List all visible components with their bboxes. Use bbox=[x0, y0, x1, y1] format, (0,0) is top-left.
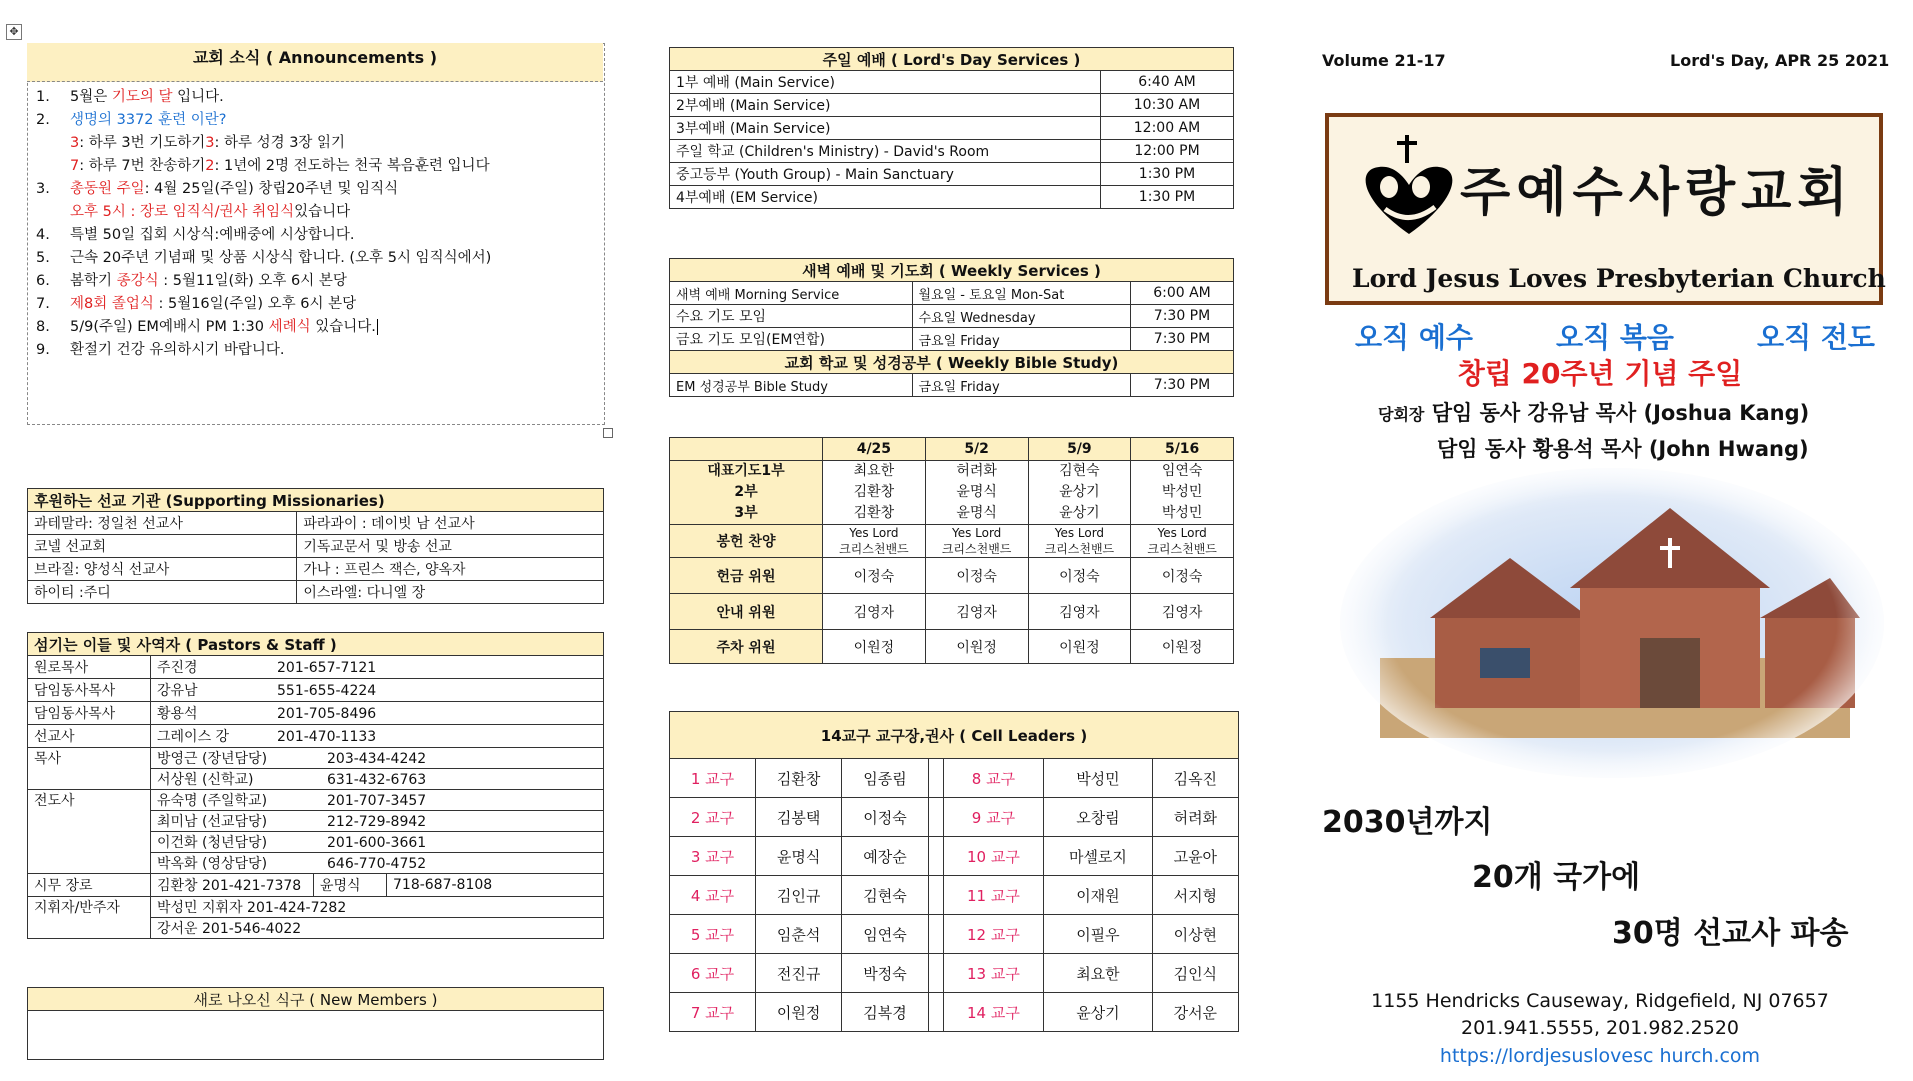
table-cell: 이정숙 bbox=[842, 798, 928, 837]
duty-roster-table bbox=[669, 437, 1234, 664]
announcement-item: 3. 총동원 주일: 4월 25일(주일) 창립20주년 및 임직식 bbox=[36, 181, 399, 197]
announcements-title: 교회 소식 ( Announcements ) bbox=[27, 43, 603, 82]
table-cell: 방영근 (장년담당) 203-434-4242 bbox=[151, 748, 604, 769]
table-row bbox=[670, 798, 1239, 837]
table-cell: 브라질: 양성식 선교사 bbox=[28, 558, 297, 581]
table-cell: 허려화 윤명식 윤명식 bbox=[925, 461, 1028, 525]
table-cell: 주일 학교 (Children's Ministry) - David's Room bbox=[670, 140, 1101, 163]
announcement-item: 6. 봄학기 종강식 : 5월11일(화) 오후 6시 본당 bbox=[36, 273, 347, 289]
table-row bbox=[28, 656, 604, 679]
table-cell: 원로목사 bbox=[28, 656, 151, 679]
table-cell: 고윤아 bbox=[1152, 837, 1238, 876]
bible-study-title: 교회 학교 및 성경공부 ( Weekly Bible Study) bbox=[670, 351, 1234, 374]
table-cell: 1:30 PM bbox=[1101, 163, 1234, 186]
table-cell: 예장순 bbox=[842, 837, 928, 876]
vision-line-1: 2030년까지 bbox=[1322, 805, 1493, 840]
new-members-title: 새로 나오신 식구 ( New Members ) bbox=[28, 988, 604, 1011]
table-cell: 이원정 bbox=[1028, 630, 1131, 664]
church-address: 1155 Hendricks Causeway, Ridgefield, NJ 07657 bbox=[1371, 990, 1829, 1012]
table-row bbox=[670, 328, 1234, 351]
table-cell: 김봉택 bbox=[756, 798, 842, 837]
table-cell: 김영자 bbox=[925, 594, 1028, 630]
table-row bbox=[670, 837, 1239, 876]
table-cell: 임연숙 박성민 박성민 bbox=[1131, 461, 1234, 525]
text-cursor bbox=[377, 319, 383, 335]
textbox-resize-handle[interactable] bbox=[603, 428, 613, 438]
table-cell: 6:00 AM bbox=[1131, 282, 1234, 305]
church-website-link[interactable]: https://lordjesuslovesc hurch.com bbox=[1439, 1045, 1761, 1067]
table-cell bbox=[928, 759, 943, 798]
table-row bbox=[670, 163, 1234, 186]
church-building-photo bbox=[1340, 468, 1885, 778]
table-cell: 12 교구 bbox=[943, 915, 1044, 954]
table-cell: 허려화 bbox=[1152, 798, 1238, 837]
mottos bbox=[1355, 316, 1875, 356]
table-cell bbox=[670, 438, 823, 461]
table-row bbox=[670, 915, 1239, 954]
table-cell: 7:30 PM bbox=[1131, 305, 1234, 328]
table-cell: 전도사 bbox=[28, 790, 151, 874]
announcement-item: 오후 5시 : 장로 임직식/권사 취임식 있습니다 bbox=[70, 204, 351, 220]
church-name-english: Lord Jesus Loves Presbyterian Church bbox=[1352, 264, 1886, 293]
table-cell: 박정숙 bbox=[842, 954, 928, 993]
table-row bbox=[670, 374, 1234, 397]
table-cell: 코넬 선교회 bbox=[28, 535, 297, 558]
bulletin-date: Lord's Day, APR 25 2021 bbox=[1670, 51, 1890, 70]
lords-day-services-table bbox=[669, 47, 1234, 209]
table-row bbox=[670, 259, 1234, 282]
table-cell: 금요 기도 모임(EM연합) bbox=[670, 328, 913, 351]
table-cell: 최미남 (선교담당) 212-729-8942 bbox=[151, 811, 604, 832]
table-cell: 파라과이 : 데이빗 남 선교사 bbox=[297, 512, 604, 535]
table-cell: 서지형 bbox=[1152, 876, 1238, 915]
table-cell: 이상현 bbox=[1152, 915, 1238, 954]
table-row bbox=[28, 1011, 604, 1060]
table-cell: 강유남 551-655-4224 bbox=[151, 679, 604, 702]
table-cell: 2 교구 bbox=[670, 798, 756, 837]
table-cell: 중고등부 (Youth Group) - Main Sanctuary bbox=[670, 163, 1101, 186]
table-row bbox=[28, 512, 604, 535]
table-row bbox=[28, 702, 604, 725]
announcement-item: 3 : 하루 3번 기도하기 3 : 하루 성경 3장 읽기 bbox=[70, 135, 346, 151]
table-row bbox=[670, 558, 1234, 594]
table-cell bbox=[928, 837, 943, 876]
table-cell: 김복경 bbox=[842, 993, 928, 1032]
table-cell: 금요일 Friday bbox=[912, 374, 1131, 397]
table-cell: 7:30 PM bbox=[1131, 374, 1234, 397]
table-cell: 시무 장로 bbox=[28, 874, 151, 897]
table-cell: 김환창 bbox=[756, 759, 842, 798]
missionaries-table bbox=[27, 488, 604, 604]
table-cell: 대표기도1부 2부 3부 bbox=[670, 461, 823, 525]
table-cell: 김현숙 bbox=[842, 876, 928, 915]
table-cell: 4/25 bbox=[823, 438, 926, 461]
table-cell: 2부예배 (Main Service) bbox=[670, 94, 1101, 117]
table-cell: 12:00 PM bbox=[1101, 140, 1234, 163]
table-cell: 이스라엘: 다니엘 장 bbox=[297, 581, 604, 604]
table-cell: 이건화 (청년담당) 201-600-3661 bbox=[151, 832, 604, 853]
announcements-list[interactable] bbox=[36, 86, 596, 362]
table-row bbox=[28, 558, 604, 581]
table-cell: 이원정 bbox=[756, 993, 842, 1032]
table-cell: 5/16 bbox=[1131, 438, 1234, 461]
church-phones: 201.941.5555, 201.982.2520 bbox=[1460, 1017, 1739, 1039]
table-cell: EM 성경공부 Bible Study bbox=[670, 374, 913, 397]
table-cell: 1:30 PM bbox=[1101, 186, 1234, 209]
table-row bbox=[670, 594, 1234, 630]
table-cell: 윤명식 bbox=[314, 874, 387, 897]
table-cell: Yes Lord 크리스천밴드 bbox=[823, 525, 926, 558]
table-cell: 담임동사목사 bbox=[28, 679, 151, 702]
table-cell: 김옥진 bbox=[1152, 759, 1238, 798]
table-cell: 김환창 201-421-7378 bbox=[151, 874, 314, 897]
table-cell: 7:30 PM bbox=[1131, 328, 1234, 351]
table-cell: 11 교구 bbox=[943, 876, 1044, 915]
table-cell: 하이티 :주디 bbox=[28, 581, 297, 604]
table-cell: 주차 위원 bbox=[670, 630, 823, 664]
table-row bbox=[28, 581, 604, 604]
table-cell: 최요한 김환창 김환창 bbox=[823, 461, 926, 525]
table-cell: 오창림 bbox=[1044, 798, 1152, 837]
new-members-body[interactable] bbox=[28, 1011, 604, 1060]
staff-title: 섬기는 이들 및 사역자 ( Pastors & Staff ) bbox=[28, 633, 604, 656]
table-cell: 윤상기 bbox=[1044, 993, 1152, 1032]
table-row bbox=[670, 48, 1234, 71]
table-cell: 이원정 bbox=[1131, 630, 1234, 664]
table-cell: 과테말라: 정일천 선교사 bbox=[28, 512, 297, 535]
motto: 오직 예수 bbox=[1355, 321, 1473, 354]
table-cell: Yes Lord 크리스천밴드 bbox=[1131, 525, 1234, 558]
table-cell: 9 교구 bbox=[943, 798, 1044, 837]
table-row bbox=[670, 993, 1239, 1032]
table-row bbox=[670, 461, 1234, 525]
table-cell: 5 교구 bbox=[670, 915, 756, 954]
table-cell: 가나 : 프린스 잭슨, 양옥자 bbox=[297, 558, 604, 581]
table-cell: 14 교구 bbox=[943, 993, 1044, 1032]
table-row bbox=[670, 94, 1234, 117]
table-cell: 6 교구 bbox=[670, 954, 756, 993]
announcement-item: 7 : 하루 7번 찬송하기 2 : 1년에 2명 전도하는 천국 복음훈련 입니다 bbox=[70, 158, 490, 174]
table-row bbox=[670, 712, 1239, 759]
table-cell: 이원정 bbox=[925, 630, 1028, 664]
table-row bbox=[670, 305, 1234, 328]
table-cell: 이정숙 bbox=[1131, 558, 1234, 594]
announcement-item: 1. 5월은 기도의 달 입니다. bbox=[36, 89, 224, 105]
table-cell: 새벽 예배 Morning Service bbox=[670, 282, 913, 305]
table-cell: 봉헌 찬양 bbox=[670, 525, 823, 558]
table-cell: 5/9 bbox=[1028, 438, 1131, 461]
table-row bbox=[670, 954, 1239, 993]
table-cell: 김영자 bbox=[1131, 594, 1234, 630]
table-row bbox=[670, 186, 1234, 209]
table-cell: 3부예배 (Main Service) bbox=[670, 117, 1101, 140]
table-cell: 수요 기도 모임 bbox=[670, 305, 913, 328]
table-row bbox=[28, 489, 604, 512]
table-cell: 강서운 bbox=[1152, 993, 1238, 1032]
table-cell: 김현숙 윤상기 윤상기 bbox=[1028, 461, 1131, 525]
table-cell: 4 교구 bbox=[670, 876, 756, 915]
table-row bbox=[28, 725, 604, 748]
table-cell: 선교사 bbox=[28, 725, 151, 748]
table-cell: 윤명식 bbox=[756, 837, 842, 876]
cells-title: 14교구 교구장,권사 ( Cell Leaders ) bbox=[670, 712, 1239, 759]
table-cell: 안내 위원 bbox=[670, 594, 823, 630]
table-cell bbox=[928, 876, 943, 915]
table-cell: 월요일 - 토요일 Mon-Sat bbox=[912, 282, 1131, 305]
table-row bbox=[28, 679, 604, 702]
table-cell: 4부예배 (EM Service) bbox=[670, 186, 1101, 209]
table-cell: 7 교구 bbox=[670, 993, 756, 1032]
missionaries-title: 후원하는 선교 기관 (Supporting Missionaries) bbox=[28, 489, 604, 512]
table-cell: 최요한 bbox=[1044, 954, 1152, 993]
table-cell: 이원정 bbox=[823, 630, 926, 664]
table-cell: 강서운 201-546-4022 bbox=[151, 918, 604, 939]
table-cell: 주진경 201-657-7121 bbox=[151, 656, 604, 679]
table-cell: 기독교문서 및 방송 선교 bbox=[297, 535, 604, 558]
table-row bbox=[28, 535, 604, 558]
table-cell: 마셀로지 bbox=[1044, 837, 1152, 876]
volume-number: Volume 21-17 bbox=[1322, 51, 1446, 70]
motto: 오직 복음 bbox=[1556, 321, 1674, 354]
table-cell: 이정숙 bbox=[925, 558, 1028, 594]
table-cell: 황용석 201-705-8496 bbox=[151, 702, 604, 725]
table-cell: 유숙명 (주일학교) 201-707-3457 bbox=[151, 790, 604, 811]
church-name-korean: 주예수사랑교회 bbox=[1460, 162, 1854, 223]
weekly-services-table bbox=[669, 258, 1234, 397]
table-cell: 이정숙 bbox=[823, 558, 926, 594]
table-row bbox=[28, 633, 604, 656]
weekly-title: 새벽 예배 및 기도회 ( Weekly Services ) bbox=[670, 259, 1234, 282]
table-row bbox=[670, 282, 1234, 305]
table-cell: 718-687-8108 bbox=[387, 874, 604, 897]
announcement-item: 2. 생명의 3372 훈련 이란? bbox=[36, 112, 227, 128]
table-cell: 이재원 bbox=[1044, 876, 1152, 915]
table-cell: 임춘석 bbox=[756, 915, 842, 954]
table-cell: 1 교구 bbox=[670, 759, 756, 798]
announcement-item: 5. 근속 20주년 기념패 및 상품 시상식 합니다. (오후 5시 임직식에서) bbox=[36, 250, 492, 266]
table-row bbox=[670, 630, 1234, 664]
table-cell: 목사 bbox=[28, 748, 151, 790]
table-cell: 이필우 bbox=[1044, 915, 1152, 954]
table-row bbox=[28, 988, 604, 1011]
announcement-item: 4. 특별 50일 집회 시상식:예배중에 시상합니다. bbox=[36, 227, 355, 243]
pastor-line-1: 당회장 담임 동사 강유남 목사 (Joshua Kang) bbox=[1378, 401, 1810, 425]
table-cell: 13 교구 bbox=[943, 954, 1044, 993]
table-row bbox=[670, 525, 1234, 558]
table-cell: 지휘자/반주자 bbox=[28, 897, 151, 939]
table-cell: 1부 예배 (Main Service) bbox=[670, 71, 1101, 94]
pastor-line-2: 담임 동사 황용석 목사 (John Hwang) bbox=[1437, 437, 1809, 461]
table-row bbox=[670, 351, 1234, 374]
table-cell: 박성민 bbox=[1044, 759, 1152, 798]
table-cell: 박옥화 (영상담당) 646-770-4752 bbox=[151, 853, 604, 874]
table-cell: 12:00 AM bbox=[1101, 117, 1234, 140]
table-move-handle[interactable]: ✥ bbox=[6, 24, 22, 40]
table-cell bbox=[928, 915, 943, 954]
table-cell: 담임동사목사 bbox=[28, 702, 151, 725]
table-cell bbox=[928, 954, 943, 993]
table-cell: 임연숙 bbox=[842, 915, 928, 954]
table-row bbox=[670, 71, 1234, 94]
table-row bbox=[28, 748, 604, 769]
anniversary-title: 창립 20주년 기념 주일 bbox=[1457, 357, 1743, 390]
table-cell bbox=[928, 993, 943, 1032]
services-title: 주일 예배 ( Lord's Day Services ) bbox=[670, 48, 1234, 71]
table-cell: Yes Lord 크리스천밴드 bbox=[1028, 525, 1131, 558]
table-cell: 이정숙 bbox=[1028, 558, 1131, 594]
table-row bbox=[670, 876, 1239, 915]
table-cell: 6:40 AM bbox=[1101, 71, 1234, 94]
table-cell: 헌금 위원 bbox=[670, 558, 823, 594]
table-row bbox=[28, 874, 604, 897]
table-cell: 3 교구 bbox=[670, 837, 756, 876]
table-row bbox=[670, 117, 1234, 140]
table-cell: 김인규 bbox=[756, 876, 842, 915]
table-cell: 10:30 AM bbox=[1101, 94, 1234, 117]
announcement-item: 9. 환절기 건강 유의하시기 바랍니다. bbox=[36, 342, 285, 358]
vision-line-2: 20개 국가에 bbox=[1472, 860, 1641, 895]
table-row bbox=[28, 897, 604, 918]
vision-line-3: 30명 선교사 파송 bbox=[1612, 916, 1849, 951]
table-row bbox=[670, 438, 1234, 461]
table-row bbox=[670, 140, 1234, 163]
table-cell: 그레이스 강 201-470-1133 bbox=[151, 725, 604, 748]
table-cell: 5/2 bbox=[925, 438, 1028, 461]
table-cell: Yes Lord 크리스천밴드 bbox=[925, 525, 1028, 558]
announcement-item: 8. 5/9(주일) EM예배시 PM 1:30 세례식 있습니다. bbox=[36, 316, 596, 339]
staff-table bbox=[27, 632, 604, 939]
table-cell: 금요일 Friday bbox=[912, 328, 1131, 351]
announcement-item: 7. 제8회 졸업식 : 5월16일(주일) 오후 6시 본당 bbox=[36, 296, 357, 312]
table-cell: 박성민 지휘자 201-424-7282 bbox=[151, 897, 604, 918]
table-cell: 김영자 bbox=[823, 594, 926, 630]
table-cell: 김인식 bbox=[1152, 954, 1238, 993]
table-cell bbox=[928, 798, 943, 837]
table-cell: 수요일 Wednesday bbox=[912, 305, 1131, 328]
table-cell: 임종림 bbox=[842, 759, 928, 798]
motto: 오직 전도 bbox=[1757, 321, 1875, 354]
table-cell: 김영자 bbox=[1028, 594, 1131, 630]
table-cell: 서상원 (신학교) 631-432-6763 bbox=[151, 769, 604, 790]
table-cell: 8 교구 bbox=[943, 759, 1044, 798]
new-members-table bbox=[27, 987, 604, 1060]
table-row bbox=[670, 759, 1239, 798]
cell-leaders-table bbox=[669, 711, 1239, 1032]
table-row bbox=[28, 790, 604, 811]
table-cell: 10 교구 bbox=[943, 837, 1044, 876]
table-cell: 전진규 bbox=[756, 954, 842, 993]
